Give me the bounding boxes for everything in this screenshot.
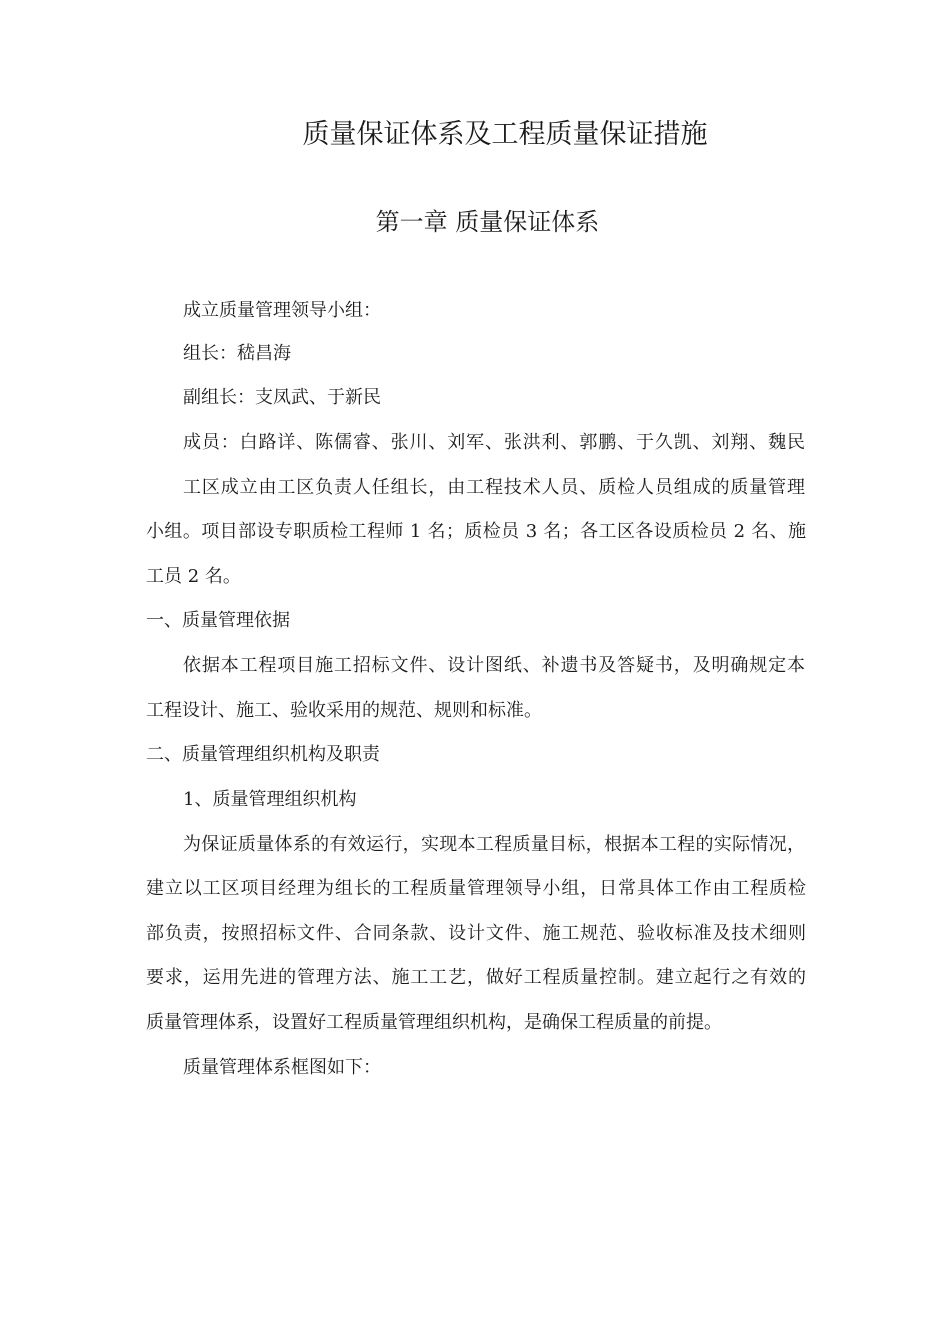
- chapter-title: 第一章 质量保证体系: [375, 208, 600, 236]
- section-heading: 二、质量管理组织机构及职责: [146, 744, 380, 765]
- body-line: 质量管理体系框图如下：: [183, 1057, 381, 1078]
- body-line: 为保证质量体系的有效运行，实现本工程质量目标，根据本工程的实际情况，: [183, 834, 805, 855]
- body-line: 质量管理体系，设置好工程质量管理组织机构，是确保工程质量的前提。: [146, 1012, 722, 1033]
- body-line: 组长：嵇昌海: [183, 343, 291, 364]
- body-line: 依据本工程项目施工招标文件、设计图纸、补遗书及答疑书，及明确规定本: [183, 655, 805, 676]
- document-title: 质量保证体系及工程质量保证措施: [302, 119, 708, 150]
- body-line: 建立以工区项目经理为组长的工程质量管理领导小组，日常具体工作由工程质检: [146, 878, 806, 899]
- section-heading: 一、质量管理依据: [146, 610, 290, 631]
- body-line: 成员：白路详、陈儒睿、张川、刘军、张洪利、郭鹏、于久凯、刘翔、魏民: [183, 432, 805, 453]
- body-line: 小组。项目部设专职质检工程师 1 名；质检员 3 名；各工区各设质检员 2 名、施: [146, 521, 806, 542]
- subsection-heading: 1、质量管理组织机构: [183, 789, 357, 810]
- body-line: 部负责，按照招标文件、合同条款、设计文件、施工规范、验收标准及技术细则: [146, 923, 806, 944]
- body-line: 工程设计、施工、验收采用的规范、规则和标准。: [146, 700, 542, 721]
- body-line: 要求，运用先进的管理方法、施工工艺，做好工程质量控制。建立起行之有效的: [146, 967, 806, 988]
- body-line: 工区成立由工区负责人任组长，由工程技术人员、质检人员组成的质量管理: [183, 477, 805, 498]
- body-line: 成立质量管理领导小组：: [183, 300, 381, 321]
- body-line: 工员 2 名。: [146, 566, 241, 587]
- body-line: 副组长：支凤武、于新民: [183, 387, 381, 408]
